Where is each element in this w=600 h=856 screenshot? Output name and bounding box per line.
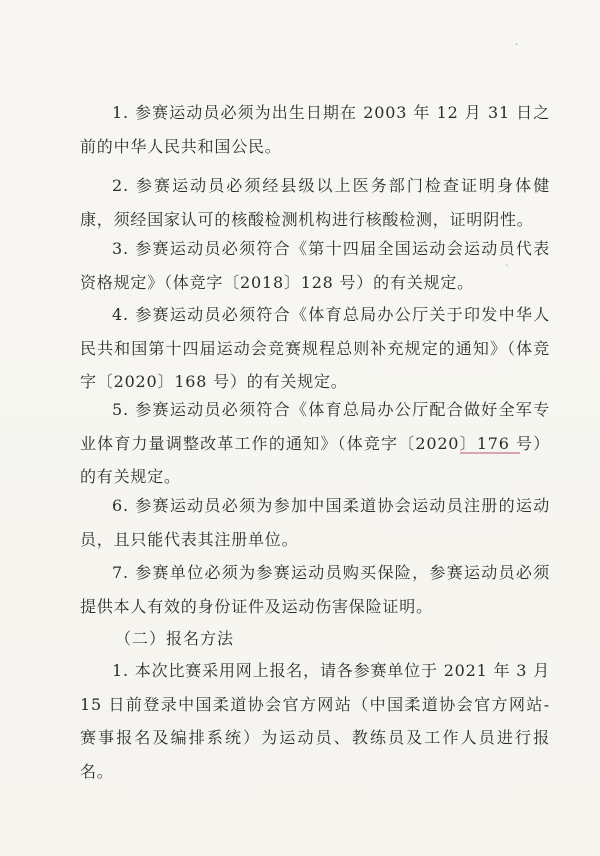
scan-speck: ˋ — [505, 265, 510, 276]
item-5: 5. 参赛运动员必须符合《体育总局办公厅配合做好全军专业体育力量调整改革工作的通知》（体竞字〔2020〕176 号）的有关规定。 — [80, 400, 550, 486]
item-6: 6. 参赛运动员必须为参加中国柔道协会运动员注册的运动员，且只能代表其注册单位。 — [80, 496, 550, 549]
item-2: 2. 参赛运动员必须经县级以上医务部门检查证明身体健康，须经国家认可的核酸检测机构进行核酸检测，证明阴性。 — [80, 176, 550, 229]
item-7: 7. 参赛单位必须为参赛运动员购买保险，参赛运动员必须提供本人有效的身份证件及运动伤害保险证明。 — [80, 563, 550, 616]
section-heading: （二）报名方法 — [115, 629, 235, 648]
registration-item-1: 1. 本次比赛采用网上报名，请各参赛单位于 2021 年 3 月 15 日前登录中国柔道协会官方网站（中国柔道协会官方网站-赛事报名及编排系统）为运动员、教练员及工作人员进行报名。 — [80, 661, 550, 781]
red-underline-mark — [460, 452, 520, 454]
item-3: 3. 参赛运动员必须符合《第十四届全国运动会运动员代表资格规定》（体竞字〔2018〕128 号）的有关规定。 — [80, 239, 550, 292]
item-4: 4. 参赛运动员必须符合《体育总局办公厅关于印发中华人民共和国第十四届运动会竞赛规程总则补充规定的通知》（体竞字〔2020〕168 号）的有关规定。 — [80, 305, 550, 391]
scan-speck: · — [515, 40, 519, 51]
item-1: 1. 参赛运动员必须为出生日期在 2003 年 12 月 31 日之前的中华人民共和国公民。 — [80, 103, 550, 156]
